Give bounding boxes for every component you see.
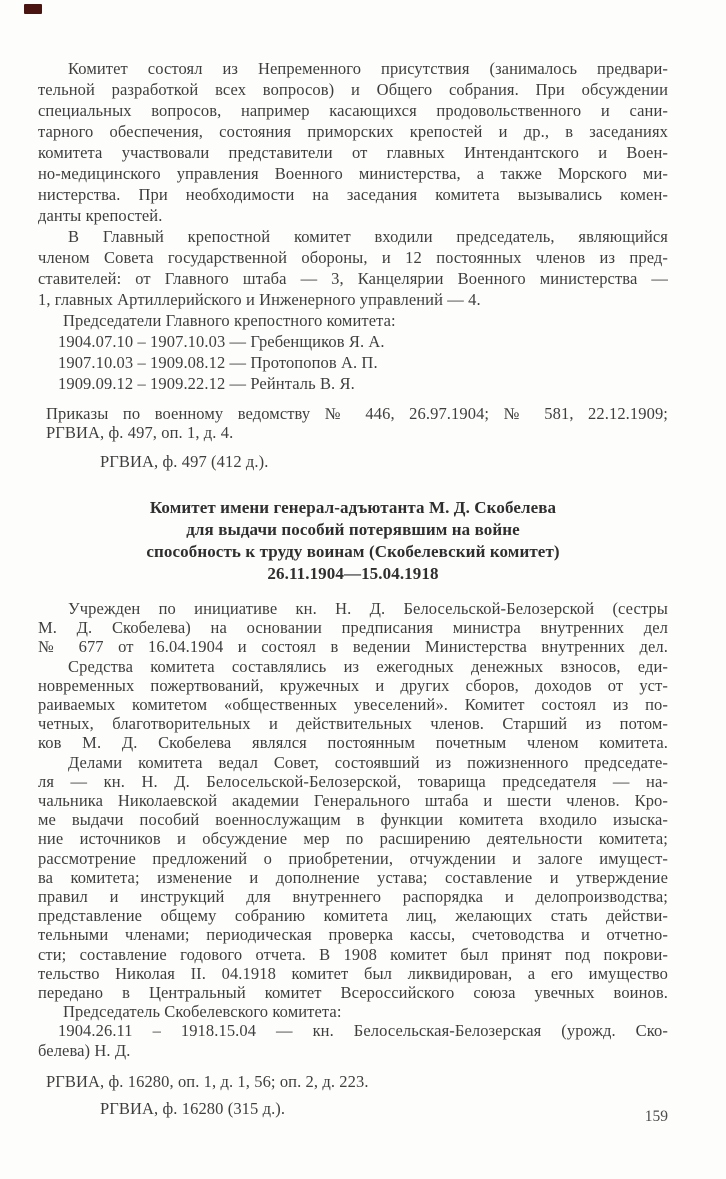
paragraph-line: В Главный крепостной комитет входили председатель, являющийся bbox=[68, 227, 668, 246]
paragraph-line: Учрежден по инициативе кн. Н. Д. Белосельской-Белозерской (сестры bbox=[68, 599, 668, 618]
date-range-line: 1907.10.03 – 1909.08.12 — Протопопов А. П. bbox=[58, 353, 378, 372]
date-range-line: 1904.26.11 – 1918.15.04 — кн. Белосельская-Белозерская (урожд. Ско- bbox=[58, 1021, 668, 1041]
paragraph-line: представление общему собранию комитета лиц, желающих стать действи- bbox=[38, 906, 668, 926]
fund-reference bbox=[38, 1099, 668, 1118]
paragraph-line: правил и инструкций для внутреннего распорядка и делопроизводства; bbox=[38, 887, 668, 907]
paragraph-line: Комитет состоял из Непременного присутствия (занималось предвари- bbox=[68, 59, 668, 78]
archive-ref-line: Приказы по военному ведомству № 446, 26.97.1904; № 581, 22.12.1909; bbox=[46, 404, 668, 423]
date-range-line: белева) Н. Д. bbox=[38, 1040, 131, 1060]
fund-reference bbox=[38, 452, 668, 471]
paragraph-line: передано в Центральный комитет Всероссийского союза увечных воинов. bbox=[38, 983, 668, 1003]
paragraph-line: четных, благотворительных и действительных членов. Старший из потом- bbox=[38, 714, 668, 734]
paragraph-line: № 677 от 16.04.1904 и состоял в ведении Министерства внутренних дел. bbox=[38, 637, 668, 657]
source-reference-block bbox=[38, 404, 668, 442]
text-column bbox=[38, 58, 668, 1118]
paragraph-line: ля — кн. Н. Д. Белосельской-Белозерской, товарища председателя — на- bbox=[38, 771, 668, 791]
paragraph-line: ние источников и обсуждение мер по расширению деятельности комитета; bbox=[38, 829, 668, 849]
paragraph-line: тарного обеспечения, состояния приморских крепостей и др., в заседаниях bbox=[38, 122, 668, 141]
corner-mark bbox=[24, 4, 42, 14]
paragraph-line: Делами комитета ведал Совет, состоявший из пожизненного председате- bbox=[68, 752, 668, 772]
paragraph-line: ставителей: от Главного штаба — 3, Канцелярии Военного министерства — bbox=[38, 269, 668, 288]
paragraph-founding bbox=[38, 599, 668, 657]
paragraph-line: тельство Николая II. 04.1918 комитет был ликвидирован, а его имущество bbox=[38, 963, 668, 983]
paragraph-line: тельной разработкой всех вопросов) и Общего собрания. При обсуждении bbox=[38, 80, 668, 99]
paragraph-line: рассмотрение предложений о приобретении, отчуждении и залоге имущест- bbox=[38, 848, 668, 868]
paragraph-line: М. Д. Скобелева) на основании предписания министра внутренних дел bbox=[38, 618, 668, 638]
chairmen-list-title: Председатели Главного крепостного комитета: bbox=[63, 311, 396, 330]
page-number: 159 bbox=[644, 1108, 668, 1125]
paragraph-line: ков М. Д. Скобелева являлся постоянным почетным членом комитета. bbox=[38, 733, 668, 753]
date-range-line: 1904.07.10 – 1907.10.03 — Гребенщиков Я. А. bbox=[58, 332, 385, 351]
paragraph-line: раиваемых комитетом «общественных увеселений». Комитет состоял из по- bbox=[38, 695, 668, 715]
paragraph-line: членом Совета государственной обороны, и 12 постоянных членов из пред- bbox=[38, 248, 668, 267]
heading-line: Комитет имени генерал-адъютанта М. Д. Скобелева bbox=[149, 498, 557, 517]
paragraph-funds bbox=[38, 657, 668, 753]
chairman-list-skobelev-committee bbox=[38, 1002, 668, 1060]
paragraph-committee-members bbox=[38, 226, 668, 310]
skobelev-committee-text bbox=[38, 599, 668, 1060]
paragraph-line: новременных пожертвований, кружечных и других сборов, доходов от уст- bbox=[38, 675, 668, 695]
paragraph-line: ва комитета; изменение и дополнение устава; составление и утверждение bbox=[38, 867, 668, 887]
archive-ref-line: РГВИА, ф. 497, оп. 1, д. 4. bbox=[46, 423, 234, 442]
paragraph-line: чальника Николаевской академии Генерального штаба и шести членов. Кро- bbox=[38, 791, 668, 811]
chairmen-list-fortress-committee bbox=[38, 310, 668, 394]
paragraph-line: комитета участвовали представители от главных Интендантского и Воен- bbox=[38, 143, 668, 162]
paragraph-line: тельными членами; периодическая проверка кассы, счетоводства и отчетно- bbox=[38, 925, 668, 945]
heading-line: 26.11.1904—15.04.1918 bbox=[267, 564, 439, 583]
paragraph-line: сти; составление годового отчета. В 1908 комитет был принят под покрови- bbox=[38, 944, 668, 964]
paragraph-line: нистерства. При необходимости на заседания комитета вызывались комен- bbox=[38, 185, 668, 204]
paragraph-line: но-медицинского управления Военного министерства, а также Морского ми- bbox=[38, 164, 668, 183]
heading-line: способность к труду воинам (Скобелевский комитет) bbox=[146, 542, 560, 561]
paragraph-committee-structure bbox=[38, 58, 668, 226]
paragraph-line: ме выдачи пособий военнослужащим в функции комитета входило изыска- bbox=[38, 810, 668, 830]
date-range-line: 1909.09.12 – 1909.22.12 — Рейнталь В. Я. bbox=[58, 374, 355, 393]
section-heading-skobelev-committee bbox=[38, 497, 668, 585]
chairman-list-title: Председатель Скобелевского комитета: bbox=[63, 1002, 342, 1022]
paragraph-line: данты крепостей. bbox=[38, 206, 163, 225]
paragraph-line: специальных вопросов, например касающихся продовольственного и сани- bbox=[38, 101, 668, 120]
archive-ref-line: РГВИА, ф. 16280, оп. 1, д. 1, 56; оп. 2, д. 223. bbox=[46, 1071, 369, 1091]
archive-ref-line: РГВИА, ф. 497 (412 д.). bbox=[100, 452, 269, 471]
paragraph-line: Средства комитета составлялись из ежегодных денежных взносов, еди- bbox=[68, 656, 668, 676]
paragraph-line: 1, главных Артиллерийского и Инженерного управлений — 4. bbox=[38, 290, 481, 309]
paragraph-council bbox=[38, 753, 668, 1003]
heading-line: для выдачи пособий потерявшим на войне bbox=[186, 520, 520, 539]
archive-ref-line: РГВИА, ф. 16280 (315 д.). bbox=[100, 1098, 286, 1118]
source-reference-block bbox=[38, 1072, 668, 1091]
